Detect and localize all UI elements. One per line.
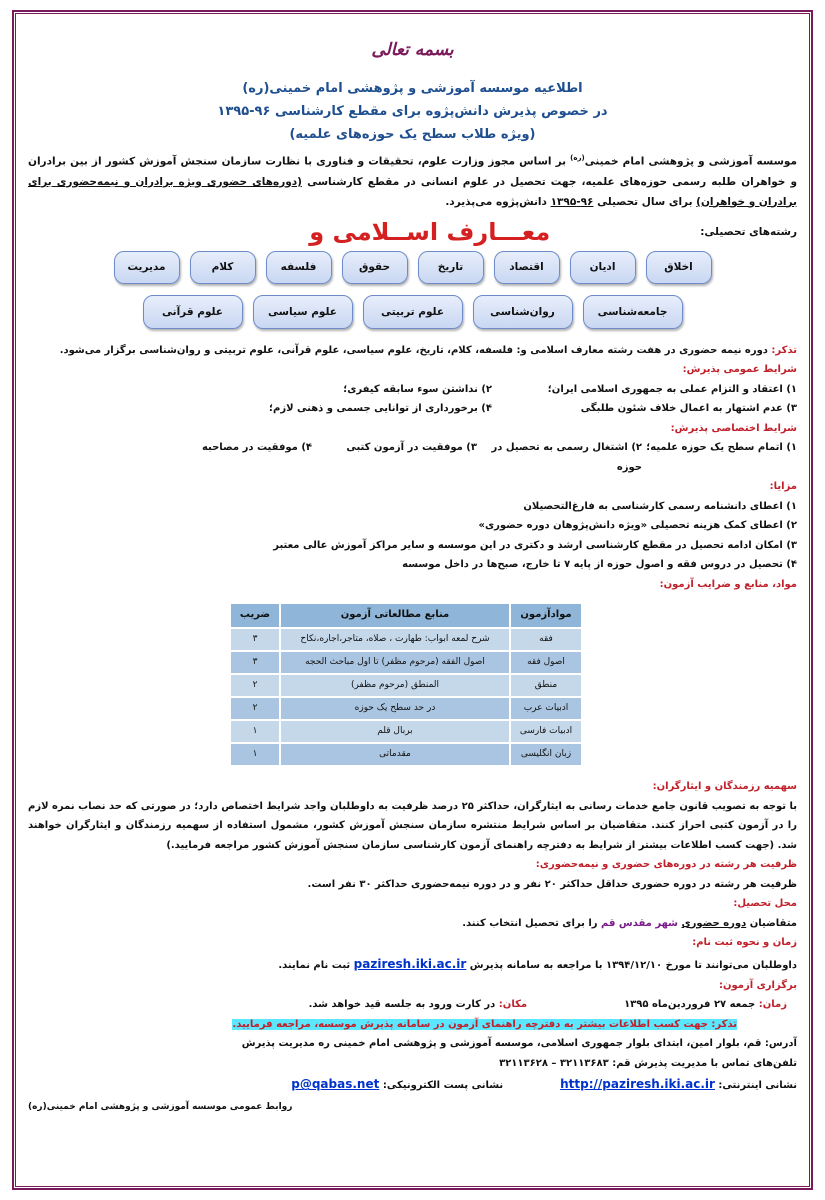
bismillah: بسمه تعالی: [371, 40, 454, 60]
field-eghtesad: اقتصاد: [494, 251, 560, 284]
title-line-2: در خصوص پذیرش دانش‌پژوه برای مقطع کارشناسی ۹۶-۱۳۹۵: [217, 103, 608, 119]
field-sociology: جامعه‌شناسی: [583, 295, 683, 329]
note-line: تذکر: دوره نیمه حضوری در هفت رشته معارف اسلامی و: فلسفه، کلام، تاریخ، علوم سیاسی، علوم قرآنی، علوم تربیتی و روان‌شناسی برگزار می‌شود.: [59, 344, 797, 356]
table-row: زبان انگلیسی مقدماتی ۱: [230, 743, 582, 766]
table-row: ادبیات فارسی بربال قلم ۱: [230, 720, 582, 743]
title-line-1: اطلاعیه موسسه آموزشی و پژوهشی امام خمینی(ره): [242, 81, 583, 96]
announcement-page: [18, 16, 807, 1184]
field-tarikh: تاریخ: [418, 251, 484, 284]
web-contact-line: نشانی اینترنتی: http://paziresh.iki.ac.ir نشانی پست الکترونیکی: p@qabas.net: [291, 1077, 797, 1092]
exam-table: [229, 602, 583, 767]
field-falsafe: فلسفه: [266, 251, 332, 284]
benefits-title: مزایا:: [769, 481, 797, 493]
table-row: منطق المنطق (مرحوم مظفر) ۲: [230, 674, 582, 697]
quota-title: سهمیه رزمندگان و ایثارگران:: [652, 781, 797, 793]
field-education: علوم تربیتی: [363, 295, 463, 329]
field-adyan: ادیان: [570, 251, 636, 284]
exam-materials-title: مواد، منابع و ضرایب آزمون:: [659, 578, 797, 590]
details-section: [28, 777, 797, 1116]
benefit-item: ۲) اعطای کمک هزینه تحصیلی «ویژه دانش‌پژوهان دوره حضوری»: [478, 520, 797, 532]
field-modiriat: مدیریت: [114, 251, 180, 284]
title-line-3: (ویژه طلاب سطح یک حوزه‌های علمیه): [289, 126, 536, 142]
specific-conditions-title: شرایط اختصاصی پذیرش:: [670, 422, 797, 434]
phones: تلفن‌های تماس با مدیریت پذیرش قم: ۳۲۱۱۳۶۸۳ – ۳۲۱۱۳۶۲۸: [499, 1057, 797, 1069]
table-row: فقه شرح لمعه ابواب: طهارت ، صلاه، متاجر،اجاره،نکاح ۳: [230, 628, 582, 651]
table-header-row: [230, 603, 582, 628]
fields-row-2: [28, 295, 797, 329]
benefit-item: ۳) امکان ادامه تحصیل در مقطع کارشناسی ارشد و دکتری در این موسسه و سایر مراکز آموزش عالی معتبر: [273, 539, 797, 551]
address: آدرس: قم، بلوار امین، ابتدای بلوار جمهوری اسلامی، موسسه آموزشی و پژوهشی امام خمینی ره مدیریت پذیرش: [241, 1038, 797, 1050]
field-quranic-sciences: علوم قرآنی: [143, 295, 243, 329]
fields-row-1: [28, 251, 797, 284]
table-row: ادبیات عرب در حد سطح یک حوزه ۲: [230, 697, 582, 720]
capacity-title: ظرفیت هر رشته در دوره‌های حضوری و نیمه‌حضوری:: [535, 859, 797, 871]
exam-time-title: برگزاری آزمون:: [718, 979, 797, 991]
general-row-1: ۱) اعتقاد و التزام عملی به جمهوری اسلامی ایران؛ ۲) نداشتن سوء سابقه کیفری؛: [343, 383, 797, 395]
intro-paragraph: موسسه آموزشی و پژوهشی امام خمینی$^{(ره)}$ بر اساس مجوز وزارت علوم، تحقیقات و فناوری با نظارت سازمان سنجش آموزش کشور از بین برادران و خواهران طلبه رسمی حوزه‌های علمیه، جهت تحصیل در علوم انسانی در مقطع کارشناسی (دوره‌های حضوری ویژه برادران و نیمه‌حضوری برای برادران و خواهران) برای سال تحصیلی ۹۶-۱۳۹۵ دانش‌پژوه می‌پذیرد.: [28, 154, 797, 208]
footer-signature: روابط عمومی موسسه آموزشی و پژوهشی امام خمینی(ره): [28, 1101, 293, 1112]
field-akhlagh: اخلاق: [646, 251, 712, 284]
col-subject: موادآزمون: [510, 603, 582, 628]
capacity-text: ظرفیت هر رشته در دوره حضوری حداقل حداکثر ۲۰ نفر و در دوره نیمه‌حضوری حداکثر ۳۰ نفر است.: [307, 878, 797, 890]
table-row: اصول فقه اصول الفقه (مرحوم مظفر) تا اول مباحث الحجه ۳: [230, 651, 582, 674]
field-psychology: روان‌شناسی: [473, 295, 573, 329]
fields-heading: رشته‌های تحصیلی: معـــارف اســلامی و: [28, 221, 797, 245]
islamic-studies-title: معـــارف اســلامی و: [309, 218, 551, 247]
email-link[interactable]: p@qabas.net: [291, 1077, 380, 1092]
place-title: محل تحصیل:: [733, 898, 797, 910]
field-kalam: کلام: [190, 251, 256, 284]
field-hoghugh: حقوق: [342, 251, 408, 284]
col-sources: منابع مطالعاتی آزمون: [280, 603, 510, 628]
registration-title: زمان و نحوه ثبت نام:: [692, 937, 797, 949]
place-text: متقاضیان دوره حضوری شهر مقدس قم را برای تحصیل انتخاب کنند.: [462, 917, 797, 929]
registration-link[interactable]: paziresh.iki.ac.ir: [353, 956, 467, 971]
conditions-section: [28, 341, 797, 595]
general-conditions-title: شرایط عمومی پذیرش:: [682, 364, 797, 376]
benefit-item: ۱) اعطای دانشنامه رسمی کارشناسی به فارغ‌التحصیلان: [523, 500, 797, 512]
specific-row: ۱) اتمام سطح یک حوزه علمیه؛ ۲) اشتغال رسمی به تحصیل در حوزه ۳) موفقیت در آزمون کتبی ۴) موفقیت در مصاحبه: [201, 442, 797, 473]
col-coefficient: ضریب: [230, 603, 280, 628]
registration-text: داوطلبان می‌توانند تا مورخ ۱۳۹۴/۱۲/۱۰ با مراجعه به سامانه پذیرش paziresh.iki.ac.ir ثبت نام نمایند.: [278, 956, 797, 971]
exam-time-line: زمان: جمعه ۲۷ فروردین‌ماه ۱۳۹۵ مکان: در کارت ورود به جلسه قید خواهد شد.: [308, 999, 787, 1011]
highlight-note: تذکر: جهت کسب اطلاعات بیشتر به دفترچه راهنمای آزمون در سامانه پذیرش موسسه، مراجعه فرمایید.: [232, 1018, 737, 1030]
benefit-item: ۴) تحصیل در دروس فقه و اصول حوزه از پایه ۷ تا خارج، صبح‌ها در داخل موسسه: [402, 559, 797, 571]
general-row-2: ۳) عدم اشتهار به اعمال خلاف شئون طلبگی ۴) برخورداری از توانایی جسمی و ذهنی لازم؛: [269, 403, 797, 415]
quota-text: با توجه به تصویب قانون جامع خدمات رسانی به ایثارگران، حداکثر ۲۵ درصد ظرفیت به داوطلبان واجد شرایط اختصاص دارد؛ در صورتی که حد نصاب نمره لازم را در آزمون کتبی احراز کنند. متقاضیان بر اساس شرایط منتشره سازمان سنجش آموزش کشور، مشمول استفاده از سهمیه رزمندگان و ایثارگران خواهند شد. (جهت کسب اطلاعات بیشتر از شرایط به دفترچه راهنمای آزمون کارشناسی سازمان سنجش آموزش کشور مراجعه فرمایید.): [28, 800, 797, 851]
field-political-science: علوم سیاسی: [253, 295, 353, 329]
website-link[interactable]: http://paziresh.iki.ac.ir: [560, 1077, 715, 1092]
